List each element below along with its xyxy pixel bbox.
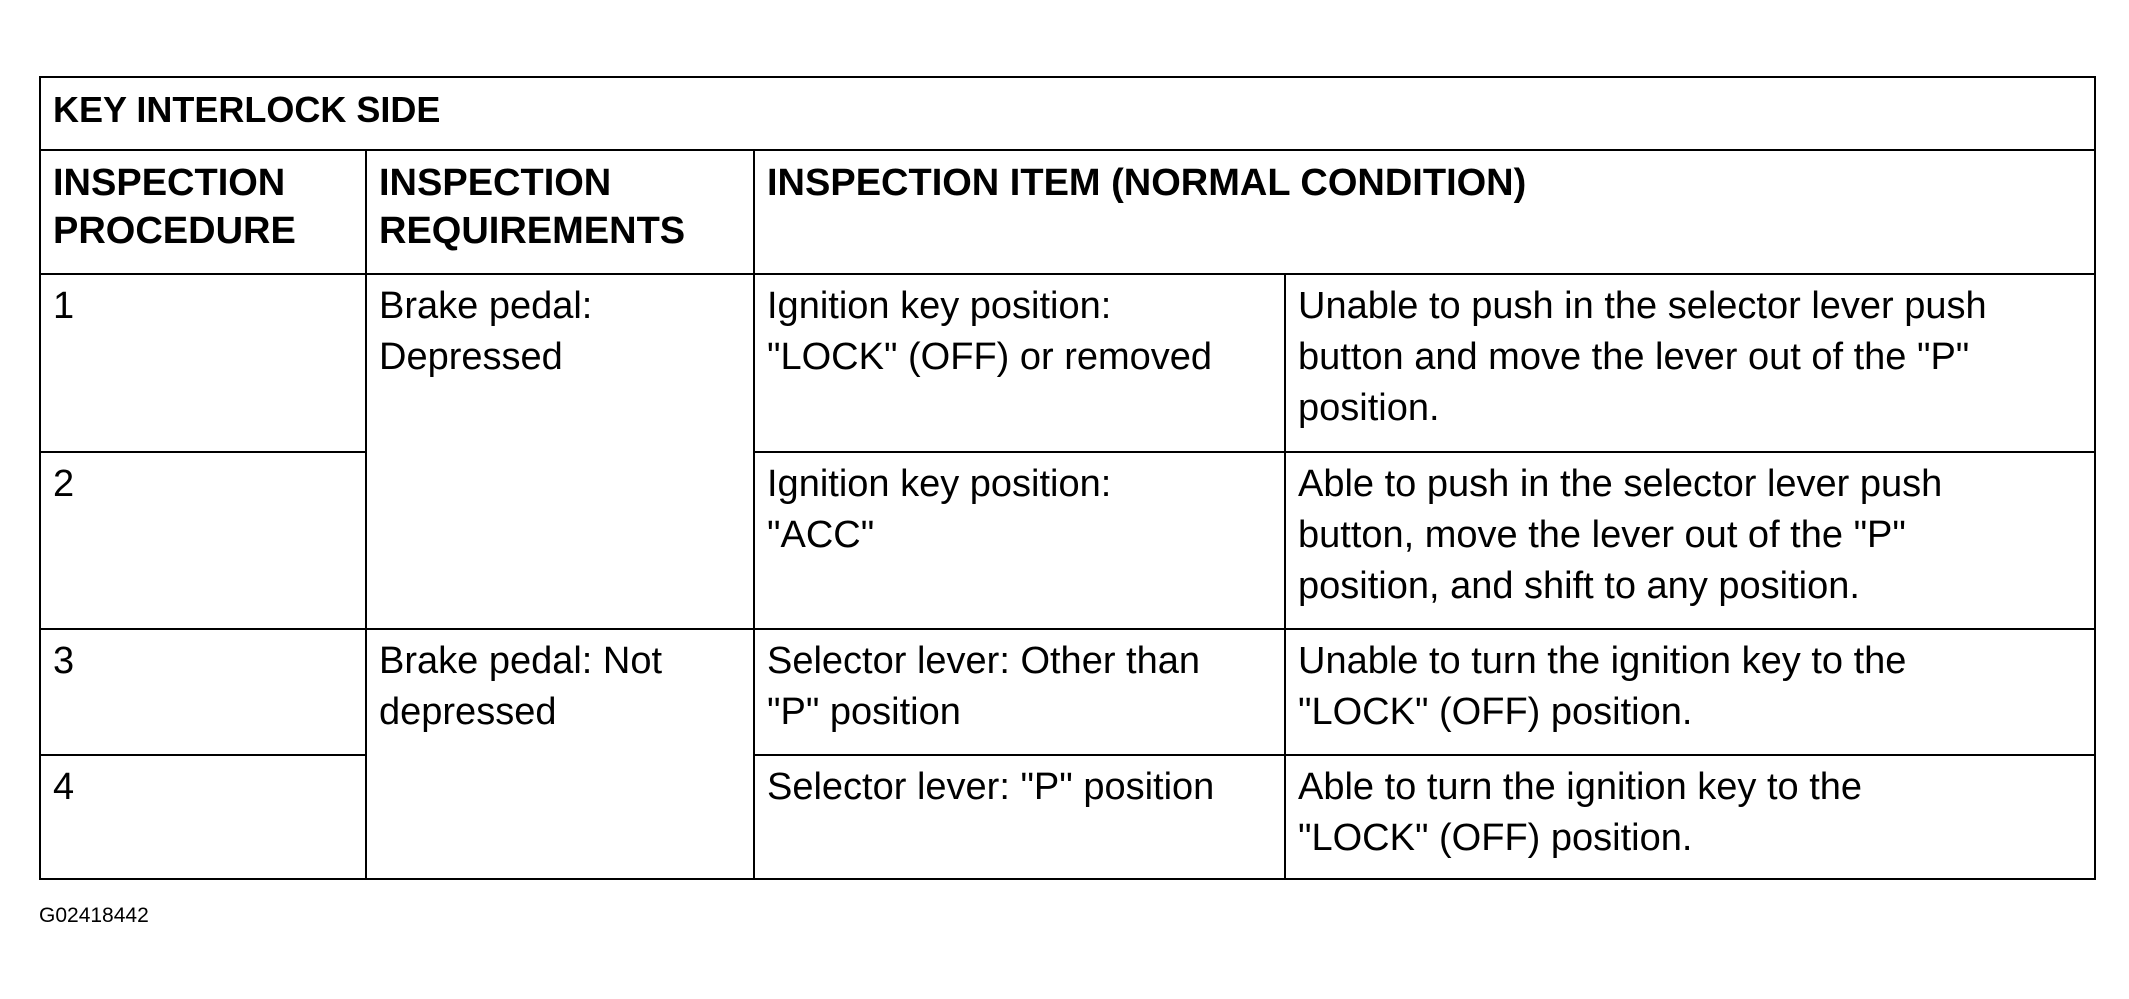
procedure-cell: 2 — [40, 452, 366, 629]
header-inspection-requirements: INSPECTION REQUIREMENTS — [366, 150, 754, 274]
table-title-row — [40, 77, 2095, 150]
table-row — [40, 629, 2095, 755]
table-header-row — [40, 150, 2095, 274]
table-title: KEY INTERLOCK SIDE — [40, 77, 2095, 150]
header-inspection-item: INSPECTION ITEM (NORMAL CONDITION) — [754, 150, 2095, 274]
procedure-cell: 3 — [40, 629, 366, 755]
condition-cell: Able to push in the selector lever push button, move the lever out of the "P" position, and shift to any position. — [1285, 452, 2095, 629]
figure-code: G02418442 — [39, 904, 149, 927]
procedure-cell: 4 — [40, 755, 366, 879]
key-interlock-table — [39, 76, 2096, 880]
procedure-cell: 1 — [40, 274, 366, 452]
condition-cell: Able to turn the ignition key to the "LOCK" (OFF) position. — [1285, 755, 2095, 879]
item-cell: Ignition key position: "LOCK" (OFF) or removed — [754, 274, 1285, 452]
table-row — [40, 274, 2095, 452]
item-cell: Selector lever: Other than "P" position — [754, 629, 1285, 755]
table-row — [40, 452, 2095, 629]
header-inspection-procedure: INSPECTION PROCEDURE — [40, 150, 366, 274]
condition-cell: Unable to turn the ignition key to the "LOCK" (OFF) position. — [1285, 629, 2095, 755]
item-cell: Ignition key position: "ACC" — [754, 452, 1285, 629]
requirement-cell: Brake pedal: Depressed — [366, 274, 754, 629]
item-cell: Selector lever: "P" position — [754, 755, 1285, 879]
requirement-cell: Brake pedal: Not depressed — [366, 629, 754, 879]
table-row — [40, 755, 2095, 879]
condition-cell: Unable to push in the selector lever push button and move the lever out of the "P" position. — [1285, 274, 2095, 452]
